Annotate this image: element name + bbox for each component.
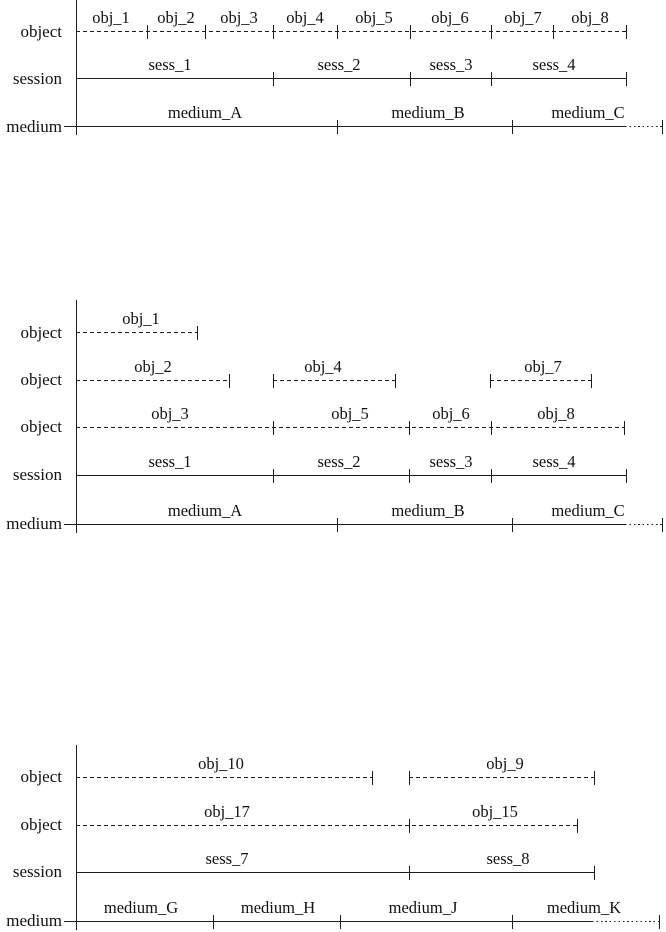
seg-label-medium-c: medium_C [551, 103, 625, 122]
row-label-session: session [12, 465, 62, 484]
seg-label-obj-17: obj_17 [204, 802, 250, 821]
seg-label-medium-c: medium_C [551, 501, 625, 520]
tick [409, 866, 410, 880]
seg-label-obj-10: obj_10 [198, 754, 244, 773]
time-axis [76, 745, 77, 930]
seg-label-obj-8: obj_8 [537, 404, 575, 423]
row-label-object: object [20, 323, 62, 342]
seg-label-obj-15: obj_15 [472, 802, 518, 821]
seg-label-obj-6: obj_6 [432, 404, 470, 423]
seg-label-sess-4: sess_4 [532, 452, 576, 471]
row-label-object: object [20, 815, 62, 834]
tick [577, 819, 578, 833]
seg-label-sess-3: sess_3 [429, 452, 473, 471]
seg-label-medium-b: medium_B [391, 103, 465, 122]
tick [213, 915, 214, 929]
tick [409, 819, 410, 833]
seg-label-obj-3: obj_3 [220, 8, 258, 27]
seg-label-sess-1: sess_1 [148, 55, 192, 74]
tick [594, 866, 595, 880]
tick [340, 915, 341, 929]
row-label-object: object [20, 370, 62, 389]
tick [372, 771, 373, 785]
seg-label-obj-7: obj_7 [524, 357, 562, 376]
seg-label-obj-3: obj_3 [151, 404, 189, 423]
object-lifeline [409, 777, 595, 778]
tick [659, 915, 660, 929]
seg-label-sess-2: sess_2 [317, 452, 361, 471]
row-label-medium: medium [6, 117, 62, 136]
seg-label-obj-8: obj_8 [571, 8, 609, 27]
seg-label-obj-4: obj_4 [304, 357, 342, 376]
row-label-session: session [12, 69, 62, 88]
medium-line-continuation [592, 921, 659, 922]
object-lifeline [76, 777, 373, 778]
seg-label-sess-3: sess_3 [429, 55, 473, 74]
row-label-object: object [20, 417, 62, 436]
tick [512, 915, 513, 929]
seg-label-obj-5: obj_5 [355, 8, 393, 27]
seg-label-sess-7: sess_7 [205, 849, 249, 868]
tick [594, 771, 595, 785]
seg-label-obj-4: obj_4 [286, 8, 324, 27]
seg-label-sess-1: sess_1 [148, 452, 192, 471]
object-lifeline [76, 825, 578, 826]
seg-label-medium-a: medium_A [167, 501, 243, 520]
row-label-session: session [12, 862, 62, 881]
session-line [76, 872, 595, 873]
tick [409, 771, 410, 785]
seg-label-sess-2: sess_2 [317, 55, 361, 74]
seg-label-obj-2: obj_2 [157, 8, 195, 27]
seg-label-medium-h: medium_H [240, 898, 316, 917]
seg-label-obj-2: obj_2 [134, 357, 172, 376]
seg-label-medium-b: medium_B [391, 501, 465, 520]
seg-label-medium-g: medium_G [103, 898, 179, 917]
seg-label-obj-7: obj_7 [504, 8, 542, 27]
seg-label-obj-9: obj_9 [486, 754, 524, 773]
seg-label-obj-5: obj_5 [331, 404, 369, 423]
seg-label-sess-4: sess_4 [532, 55, 576, 74]
seg-label-obj-1: obj_1 [122, 309, 160, 328]
seg-label-medium-a: medium_A [167, 103, 243, 122]
seg-label-obj-6: obj_6 [431, 8, 469, 27]
seg-label-medium-k: medium_K [546, 898, 622, 917]
row-label-object: object [20, 767, 62, 786]
seg-label-sess-8: sess_8 [486, 849, 530, 868]
seg-label-medium-j: medium_J [388, 898, 458, 917]
seg-label-obj-1: obj_1 [92, 8, 130, 27]
row-label-medium: medium [6, 911, 62, 930]
row-label-object: object [20, 22, 62, 41]
row-label-medium: medium [6, 514, 62, 533]
